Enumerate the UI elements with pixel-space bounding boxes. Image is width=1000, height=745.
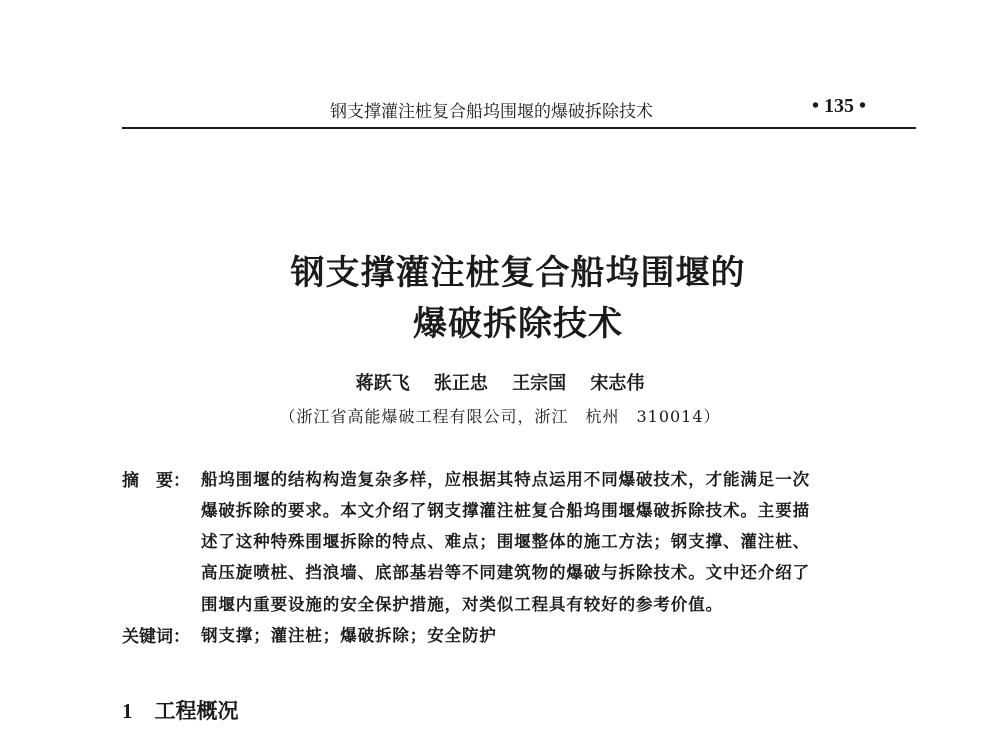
page-number: • 135 • [812,95,867,117]
abstract-line: 爆破拆除的要求。本文介绍了钢支撑灌注桩复合船坞围堰爆破拆除技术。主要描 [201,501,810,520]
article-title-line-1: 钢支撑灌注桩复合船坞围堰的 [290,253,746,293]
abstract-line: 船坞围堰的结构构造复杂多样，应根据其特点运用不同爆破技术，才能满足一次 [201,470,810,489]
section-title: 工程概况 [154,698,239,723]
header-rule [122,127,916,129]
section-number: 1 [122,699,133,723]
affiliation: （浙江省高能爆破工程有限公司，浙江 杭州 310014） [279,407,721,426]
abstract-line: 围堰内重要设施的安全保护措施，对类似工程具有较好的参考价值。 [201,595,723,614]
author-name: 蒋跃飞 [355,373,410,394]
article-title-line-2: 爆破拆除技术 [413,304,623,344]
keywords-text: 钢支撑；灌注桩；爆破拆除；安全防护 [201,626,497,645]
running-head-title: 钢支撑灌注桩复合船坞围堰的爆破拆除技术 [330,102,653,122]
section-heading [122,695,239,725]
abstract-line: 述了这种特殊围堰拆除的特点、难点；围堰整体的施工方法；钢支撑、灌注桩、 [201,532,810,551]
keywords-label: 关键词： [122,627,190,647]
abstract-line: 高压旋喷桩、挡浪墙、底部基岩等不同建筑物的爆破与拆除技术。文中还介绍了 [201,563,810,582]
author-list [0,369,1000,395]
author-name: 王宗国 [512,373,567,394]
abstract-label: 摘 要： [122,471,190,491]
running-head [122,97,914,123]
author-name: 张正忠 [433,373,488,394]
author-name: 宋志伟 [590,373,645,394]
